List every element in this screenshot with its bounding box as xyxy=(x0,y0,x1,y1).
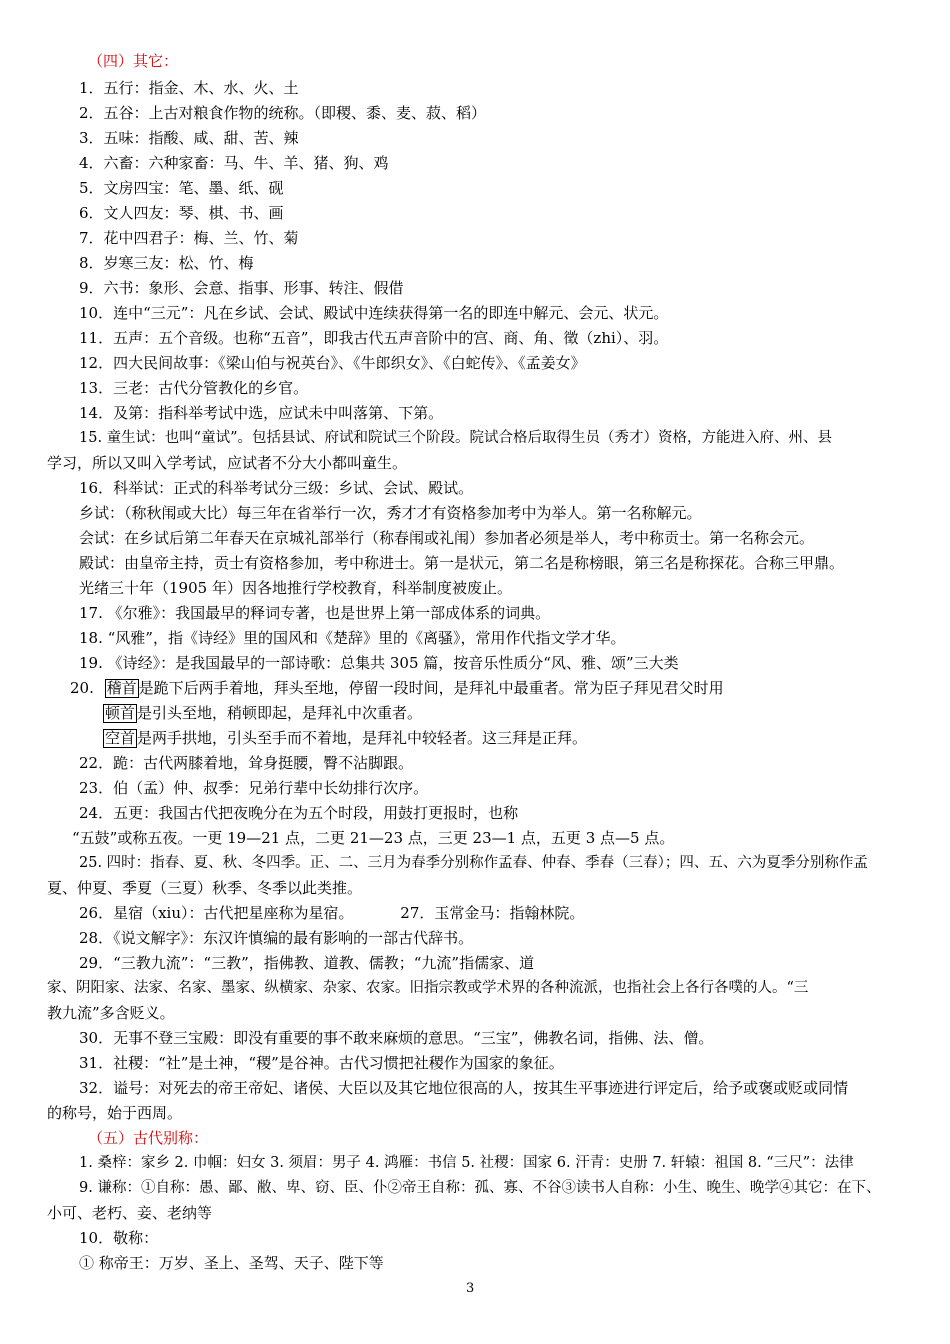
list-item: 3．五味：指酸、咸、甜、苦、辣 xyxy=(79,129,299,147)
exam-huishi: 会试：在乡试后第二年春天在京城礼部举行（称春闱或礼闱）参加者必须是举人，考中称贡士。第一名称会元。 xyxy=(79,529,815,547)
page-number: 3 xyxy=(466,1281,475,1296)
section-heading-other: （四）其它： xyxy=(88,52,179,70)
list-item: 17. 《尔雅》：我国最早的释词专著，也是世界上第一部成体系的词典。 xyxy=(79,604,551,622)
list-item: 10．连中“三元”：凡在乡试、会试、殿试中连续获得第一名的即连中解元、会元、状元。 xyxy=(79,304,669,322)
list-item: 25. 四时：指春、夏、秋、冬四季。正、二、三月为春季分别称作孟春、仲春、季春（三春）；四、五、六为夏季分别称作孟 xyxy=(79,855,868,871)
list-item-continuation: 的称号，始于西周。 xyxy=(47,1104,183,1122)
item-26: 26．星宿（xiu）：古代把星座称为星宿。 xyxy=(79,904,354,922)
item-27: 27．玉常金马：指翰林院。 xyxy=(400,904,585,922)
list-item: 16．科举试：正式的科举考试分三级：乡试、会试、殿试。 xyxy=(79,479,474,497)
list-item: 2．五谷：上古对粮食作物的统称。（即稷、黍、麦、菽、稻） xyxy=(79,104,487,122)
list-item-continuation: 学习，所以又叫入学考试，应试者不分大小都叫童生。 xyxy=(47,454,408,472)
bow-term-boxed: 稽首 xyxy=(106,679,137,697)
list-item: 8．岁寒三友：松、竹、梅 xyxy=(79,254,254,272)
list-item: 11．五声：五个音级。也称“五音”，即我古代五声音阶中的宫、商、角、徵（zhi）、羽。 xyxy=(79,329,669,347)
list-item: 10．敬称： xyxy=(79,1229,159,1247)
list-item: 9．六书：象形、会意、指事、形事、转注、假借 xyxy=(79,279,404,297)
list-item-continuation: 家、阴阳家、法家、名家、墨家、纵横家、杂家、农家。旧指宗教或学术界的各种流派，也指社会上各行各噗的人。“三 xyxy=(47,980,809,996)
list-item-bows xyxy=(0,676,950,700)
list-item: 13．三老：古代分管教化的乡官。 xyxy=(79,379,309,397)
list-item: 4．六畜：六种家畜：马、牛、羊、猪、狗、鸡 xyxy=(79,154,389,172)
list-item: 29．“三教九流”：“三教”，指佛教、道教、儒教；“九流”指儒家、道 xyxy=(79,954,535,972)
list-item: 31．社稷：“社”是土神，“稷”是谷神。古代习惯把社稷作为国家的象征。 xyxy=(79,1054,564,1072)
bow-line xyxy=(0,701,950,725)
list-item: 15. 童生试：也叫“童试”。包括县试、府试和院试三个阶段。院试合格后取得生员（秀才）资格，方能进入府、州、县 xyxy=(79,430,832,446)
list-item: 6．文人四友：琴、棋、书、画 xyxy=(79,204,284,222)
list-item: 18. “风雅”，指《诗经》里的国风和《楚辞》里的《离骚》，常用作代指文学才华。 xyxy=(79,629,626,647)
list-item-continuation: “五鼓”或称五夜。一更 19—21 点，二更 21—23 点，三更 23—1 点，五更 3 点—5 点。 xyxy=(72,829,675,847)
list-item: 9. 谦称：①自称：愚、鄙、敝、卑、窃、臣、仆②帝王自称：孤、寡、不谷③读书人自称：小生、晚生、晚学④其它：在下、 xyxy=(79,1180,881,1196)
bow-description: 是跪下后两手着地，拜头至地，停留一段时间，是拜礼中最重者。常为臣子拜见君父时用 xyxy=(138,679,724,697)
list-item: 32．谥号：对死去的帝王帝妃、诸侯、大臣以及其它地位很高的人，按其生平事迹进行评定后，给予或褒或贬或同情 xyxy=(79,1079,849,1097)
exam-dianshi: 殿试：由皇帝主持，贡士有资格参加，考中称进士。第一是状元，第二名是称榜眼，第三名是称探花。合称三甲鼎。 xyxy=(79,554,845,572)
list-item: 23．伯（孟）仲、叔季：兄弟行辈中长幼排行次序。 xyxy=(79,779,429,797)
list-item: 7．花中四君子：梅、兰、竹、菊 xyxy=(79,229,299,247)
list-item: 22．跪：古代两膝着地，耸身挺腰，臀不沾脚跟。 xyxy=(79,754,414,772)
bow-description: 是引头至地，稍顿即起，是拜礼中次重者。 xyxy=(137,704,423,722)
bow-term-boxed: 顿首 xyxy=(105,704,136,722)
list-item: 5．文房四宝：笔、墨、纸、砚 xyxy=(79,179,284,197)
list-item-continuation: 夏、仲夏、季夏（三夏）秋季、冬季以此类推。 xyxy=(47,879,363,897)
list-item: 14．及第：指科举考试中选，应试未中叫落第、下第。 xyxy=(79,404,444,422)
bow-line xyxy=(0,726,950,750)
list-item: 1. 桑梓：家乡 2. 巾帼：妇女 3. 须眉：男子 4. 鸿雁：书信 5. 社稷：国家 6. 汗青：史册 7. 轩辕：祖国 8. “三尺”：法律 xyxy=(79,1155,854,1171)
list-item: 19. 《诗经》：是我国最早的一部诗歌：总集共 305 篇，按音乐性质分“风、雅、颂”三大类 xyxy=(79,654,679,672)
section-heading-aliases: （五）古代别称： xyxy=(88,1129,209,1147)
item-number: 20. xyxy=(70,679,94,697)
exam-abolish: 光绪三十年（1905 年）因各地推行学校教育，科举制度被废止。 xyxy=(79,579,512,597)
bow-term-boxed: 空首 xyxy=(105,729,136,747)
list-item-continuation: 小可、老朽、妾、老纳等 xyxy=(47,1204,213,1222)
list-item: 24．五更：我国古代把夜晚分在为五个时段，用鼓打更报时，也称 xyxy=(79,804,519,822)
list-item xyxy=(0,901,950,925)
list-item-continuation: 教九流”多含贬义。 xyxy=(47,1004,175,1022)
list-item: ① 称帝王：万岁、圣上、圣驾、天子、陛下等 xyxy=(79,1254,384,1272)
bow-description: 是两手拱地，引头至手而不着地，是拜礼中较轻者。这三拜是正拜。 xyxy=(137,729,588,747)
list-item: 12．四大民间故事：《梁山伯与祝英台》、《牛郎织女》、《白蛇传》、《孟姜女》 xyxy=(79,354,586,372)
exam-xiangshi: 乡试：（称秋闱或大比）每三年在省举行一次，秀才才有资格参加考中为举人。第一名称解元。 xyxy=(79,504,702,522)
list-item: 30．无事不登三宝殿：即没有重要的事不敢来麻烦的意思。“三宝”，佛教名词，指佛、法、僧。 xyxy=(79,1029,714,1047)
list-item: 1．五行：指金、木、水、火、土 xyxy=(79,79,299,97)
list-item: 28．《说文解字》：东汉许慎编的最有影响的一部古代辞书。 xyxy=(79,929,474,947)
